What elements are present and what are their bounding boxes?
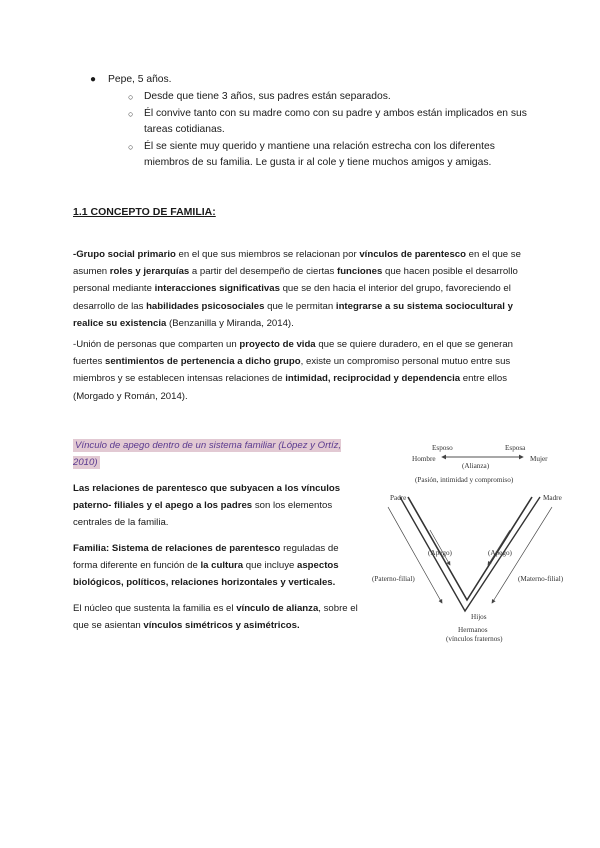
attachment-paragraph-2: Familia: Sistema de relaciones de parentesco reguladas de forma diferente en función de la cultura que incluye aspectos biológicos, políticos, relaciones horizontales y verticales. xyxy=(73,543,339,588)
label-esposa: Esposa xyxy=(505,444,526,452)
definition-paragraph-2: -Unión de personas que comparten un proyecto de vida que se quiere duradero, en el que se generan fuertes sentimientos de pertenencia a dicho grupo, existe un compromiso personal mutuo entre sus miembros y se establecen intensas relaciones de intimidad, reciprocidad y dependencia entre ellos (Morgado y Román, 2014). xyxy=(73,339,514,402)
sub-bullet-item xyxy=(128,106,540,138)
label-mujer: Mujer xyxy=(530,455,548,463)
sub-bullet-text: Él convive tanto con su madre como con su padre y ambos están implicados en sus tareas cotidianas. xyxy=(144,108,527,135)
inner-triangle xyxy=(408,497,532,600)
attachment-paragraph-1: Las relaciones de parentesco que subyacen a los vínculos paterno- filiales y el apego a los padres son los elementos centrales de la familia. xyxy=(73,483,341,528)
label-paterno: (Paterno-filial) xyxy=(372,575,415,583)
bullet-ring-icon: ○ xyxy=(128,109,134,119)
bullet-item xyxy=(90,72,540,88)
label-hijos: Hijos xyxy=(471,613,487,621)
apego-arrow-left xyxy=(430,530,450,565)
bullet-ring-icon: ○ xyxy=(128,142,134,152)
label-madre: Madre xyxy=(543,494,562,502)
bullet-dot-icon: ● xyxy=(90,74,97,85)
sub-bullet-item xyxy=(128,89,540,105)
label-apego-left: (Apego) xyxy=(428,549,452,557)
attachment-paragraph-3: El núcleo que sustenta la familia es el vínculo de alianza, sobre el que se asientan vínculos simétricos y asimétricos. xyxy=(73,603,358,631)
highlighted-subtitle: Vínculo de apego dentro de un sistema familiar (López y Ortíz, 2010) xyxy=(73,440,342,468)
label-padre: Padre xyxy=(390,494,407,502)
definition-paragraph-1: -Grupo social primario en el que sus miembros se relacionan por vínculos de parentesco en el que se asumen roles y jerarquías a partir del desempeño de ciertas funciones que hacen posible el desarrollo personal mediante interacciones significativas que se den hacia el interior del grupo, favoreciendo el desarrollo de las habilidades psicosociales que le permitan integrarse a su sistema sociocultural y realice su existencia (Benzanilla y Miranda, 2014). xyxy=(73,249,521,329)
sub-bullet-text: Desde que tiene 3 años, sus padres están separados. xyxy=(144,91,391,102)
case-bullets xyxy=(90,72,540,172)
label-fraternos: (vínculos fraternos) xyxy=(446,635,503,643)
sub-bullet-list xyxy=(128,89,540,171)
attachment-section xyxy=(73,437,363,643)
family-bond-diagram xyxy=(370,435,570,650)
sub-bullet-item xyxy=(128,139,540,171)
label-materno: (Materno-filial) xyxy=(518,575,564,583)
triangle-diagram-svg xyxy=(370,435,570,650)
section-heading: 1.1 CONCEPTO DE FAMILIA: xyxy=(73,206,216,218)
bullet-ring-icon: ○ xyxy=(128,92,134,102)
sub-bullet-text: Él se siente muy querido y mantiene una relación estrecha con los diferentes miembros de su familia. Le gusta ir al cole y tiene muchos amigos y amigas. xyxy=(144,141,495,168)
bullet-main-text: Pepe, 5 años. xyxy=(108,74,172,85)
label-pasion: (Pasión, intimidad y compromiso) xyxy=(415,476,514,484)
label-esposo: Esposo xyxy=(432,444,453,452)
label-alianza: (Alianza) xyxy=(462,462,490,470)
label-hermanos: Hermanos xyxy=(458,626,488,634)
label-apego-right: (Apego) xyxy=(488,549,512,557)
label-hombre: Hombre xyxy=(412,455,436,463)
